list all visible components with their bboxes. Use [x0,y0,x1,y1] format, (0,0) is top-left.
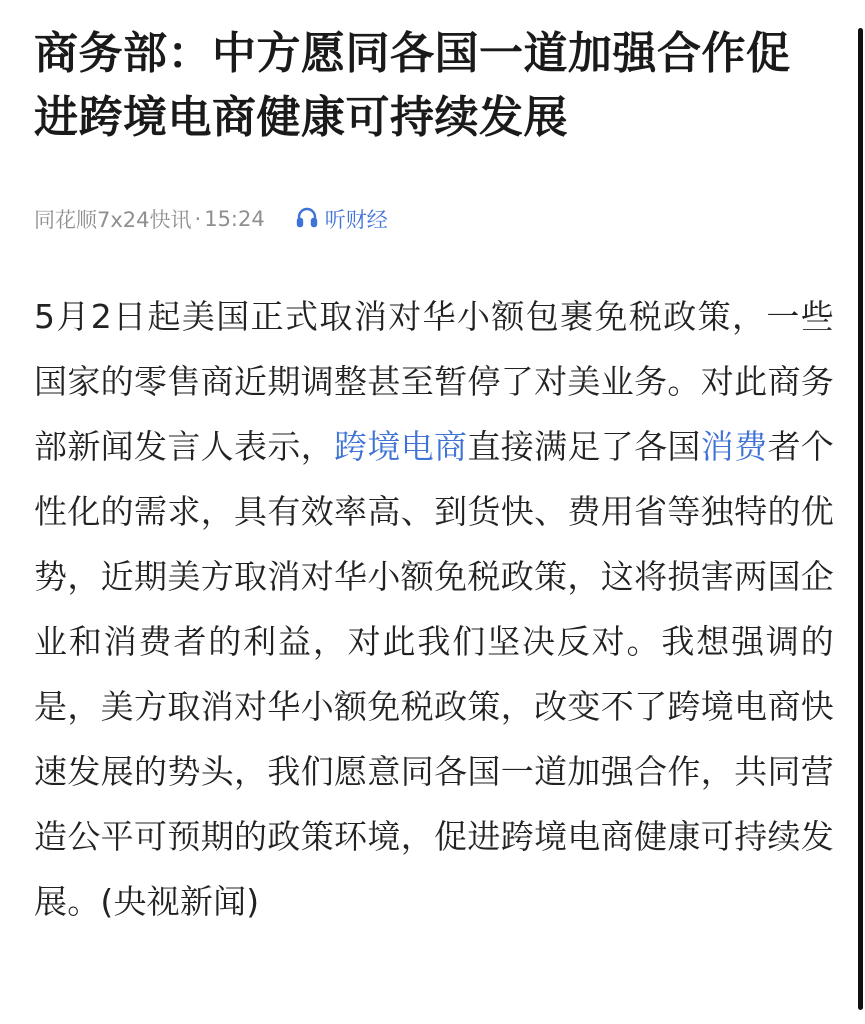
article-body [34,284,834,934]
source-label: 同花顺7x24快讯 [34,208,192,232]
listen-label: 听财经 [324,208,388,232]
headphones-icon [295,205,325,234]
keyword-link-consumption[interactable]: 消费 [700,427,768,466]
article [34,22,834,934]
body-text: 直接满足了各国 [467,427,701,466]
meta-separator: · [194,207,202,231]
publish-time: 15:24 [204,207,265,231]
body-text: 5月2日起美国正式取消对华小额包裹免税政策，一些国家的零售商近期调整甚至暂停了对美业务。对此商务部新闻发言人表示， [34,297,834,466]
keyword-link-cross-border-ecommerce[interactable]: 跨境电商 [334,427,468,466]
scrollbar[interactable] [858,28,863,1010]
body-text: 者个性化的需求，具有效率高、到货快、费用省等独特的优势，近期美方取消对华小额免税政策，这将损害两国企业和消费者的利益，对此我们坚决反对。我想强调的是，美方取消对华小额免税政策，改变不了跨境电商快速发展的势头，我们愿意同各国一道加强合作，共同营造公平可预期的政策环境，促进跨境电商健康可持续发展。(央视新闻) [34,427,835,921]
article-meta [34,202,834,236]
article-title: 商务部：中方愿同各国一道加强合作促进跨境电商健康可持续发展 [34,28,791,143]
listen-button[interactable] [295,204,388,234]
